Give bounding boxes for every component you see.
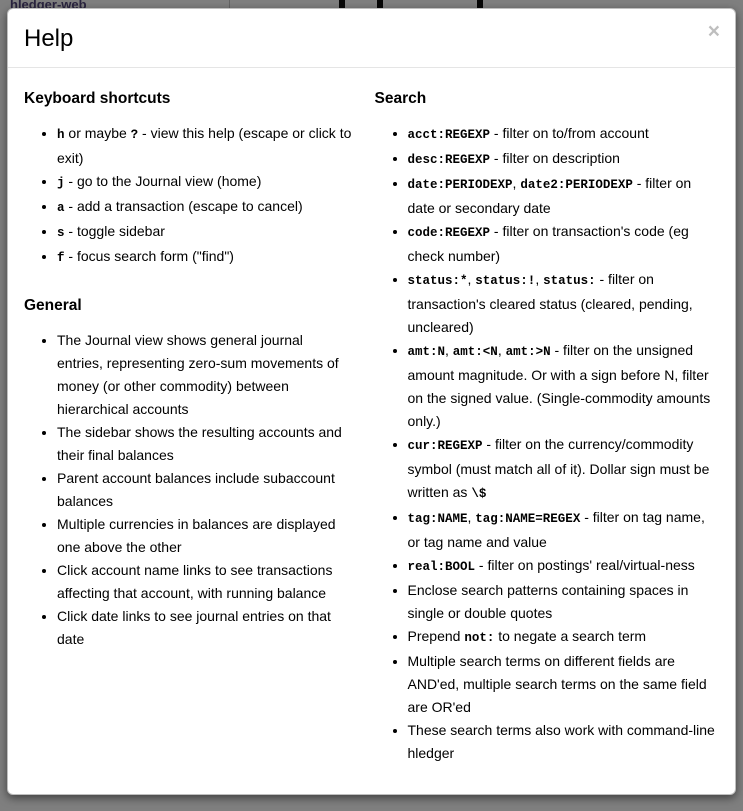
help-item: • acct:REGEXP - filter on to/from account (408, 122, 722, 147)
help-item: • These search terms also work with command-line hledger (408, 719, 722, 765)
modal-header (8, 9, 735, 68)
help-section (375, 89, 722, 765)
code-term: \$ (471, 487, 487, 501)
help-item: • f - focus search form ("find") (57, 245, 353, 270)
code-term: desc:REGEXP (407, 153, 491, 167)
code-term: not: (464, 631, 495, 645)
code-term: h (57, 128, 65, 142)
help-item: • The Journal view shows general journal entries, representing zero-sum movements of money (or other commodity) between hierarchical accounts (57, 329, 353, 421)
help-item: • h or maybe ? - view this help (escape or click to exit) (57, 122, 353, 170)
code-term: status:* (407, 274, 468, 288)
code-term: real:BOOL (407, 560, 476, 574)
code-term: a (57, 201, 65, 215)
code-term: tag:NAME=REGEX (475, 512, 581, 526)
help-item: • tag:NAME, tag:NAME=REGEX - filter on tag name, or tag name and value (408, 506, 722, 554)
help-item: • a - add a transaction (escape to cancel) (57, 195, 353, 220)
help-item: • Multiple search terms on different fields are AND'ed, multiple search terms on the same field are OR'ed (408, 650, 722, 719)
code-term: status:! (475, 274, 536, 288)
section-heading: General (24, 297, 82, 314)
code-term: amt:<N (452, 345, 498, 359)
help-item: • code:REGEXP - filter on transaction's code (eg check number) (408, 220, 722, 268)
right-column (375, 89, 726, 765)
code-term: acct:REGEXP (407, 128, 491, 142)
help-item: • status:*, status:!, status: - filter on transaction's cleared status (cleared, pending, uncleared) (408, 268, 722, 339)
code-term: cur:REGEXP (407, 439, 483, 453)
code-term: j (57, 176, 65, 190)
code-term: code:REGEXP (407, 226, 491, 240)
code-term: amt:>N (505, 345, 551, 359)
help-item: • j - go to the Journal view (home) (57, 170, 353, 195)
code-term: date2:PERIODEXP (520, 178, 633, 192)
code-term: tag:NAME (407, 512, 468, 526)
help-item: • The sidebar shows the resulting accounts and their final balances (57, 421, 353, 467)
code-term: s (57, 226, 65, 240)
help-list (24, 329, 353, 651)
help-section (24, 296, 353, 651)
help-item: • Enclose search patterns containing spaces in single or double quotes (408, 579, 722, 625)
help-item: • Click date links to see journal entries on that date (57, 605, 353, 651)
help-item: • Click account name links to see transactions affecting that account, with running balance (57, 559, 353, 605)
code-term: amt:N (407, 345, 446, 359)
help-item: • Prepend not: to negate a search term (408, 625, 722, 650)
help-list (24, 122, 353, 270)
help-item: • Multiple currencies in balances are displayed one above the other (57, 513, 353, 559)
help-section (24, 89, 353, 270)
left-column (24, 89, 375, 651)
help-item: • desc:REGEXP - filter on description (408, 147, 722, 172)
section-heading: Search (374, 90, 427, 107)
help-item: • amt:N, amt:<N, amt:>N - filter on the unsigned amount magnitude. Or with a sign before N, filter on the signed value. (Single-commodity amounts only.) (408, 339, 722, 433)
code-term: ? (130, 128, 139, 142)
code-term: f (57, 251, 65, 265)
code-term: status: (543, 274, 596, 288)
close-button[interactable]: × (707, 20, 720, 43)
section-heading: Keyboard shortcuts (24, 90, 171, 107)
help-item: • date:PERIODEXP, date2:PERIODEXP - filter on date or secondary date (408, 172, 722, 220)
modal-title: Help (24, 25, 74, 52)
modal-body (8, 68, 735, 785)
help-list (375, 122, 722, 765)
code-term: date:PERIODEXP (407, 178, 513, 192)
help-item: • Parent account balances include subaccount balances (57, 467, 353, 513)
help-item: • s - toggle sidebar (57, 220, 353, 245)
help-modal (7, 8, 736, 795)
help-item: • cur:REGEXP - filter on the currency/commodity symbol (must match all of it). Dollar sign must be written as \$ (408, 433, 722, 506)
help-item: • real:BOOL - filter on postings' real/virtual-ness (408, 554, 722, 579)
